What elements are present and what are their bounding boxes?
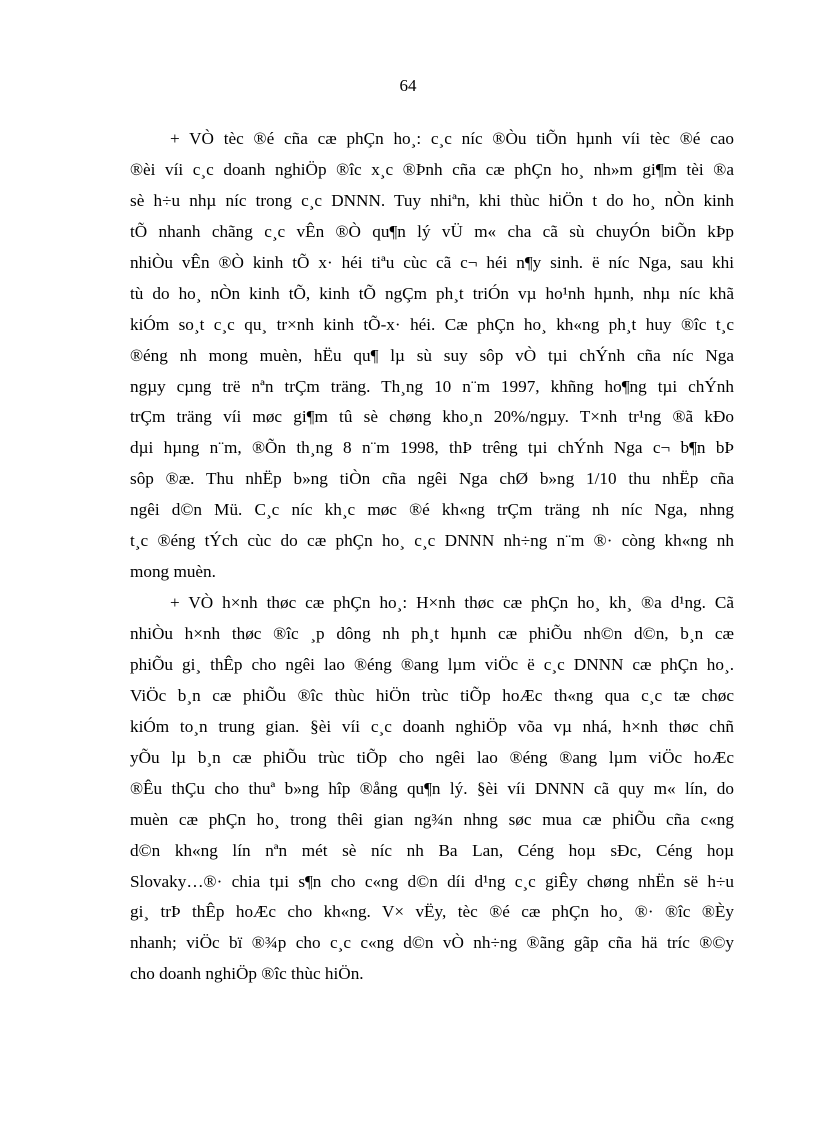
text-line: cho doanh nghiÖp ®îc thùc hiÖn.: [130, 964, 364, 984]
page-number: 64: [399, 76, 417, 95]
text-line: tù do ho¸ nÒn kinh tÕ, kinh tÕ ngÇm ph¸t triÓn vµ ho¹nh hµnh, nhµ níc khã: [130, 283, 734, 303]
text-line: ®Êu thÇu cho thuª b»ng hîp ®ång qu¶n lý. §èi víi DNNN cã quy m« lín, do: [130, 778, 734, 798]
text-line: muèn cæ phÇn ho¸ trong thêi gian ng¾n nhng søc mua cæ phiÕu cña c«ng: [130, 809, 734, 829]
text-line: nhanh; viÖc bï ®¾p cho c¸c c«ng d©n vÒ nh÷ng ®ãng gãp cña hä tríc ®©y: [130, 933, 734, 953]
text-line: tÕ nhanh chãng c¸c vÊn ®Ò qu¶n lý vÜ m« cha cã sù chuyÓn biÕn kÞp: [130, 221, 734, 241]
text-line: t¸c ®éng tÝch cùc do cæ phÇn ho¸ c¸c DNNN nh÷ng n¨m ®· còng kh«ng nh: [130, 531, 734, 551]
text-line: + VÒ h×nh thøc cæ phÇn ho¸: H×nh thøc cæ phÇn ho¸ kh¸ ®a d¹ng. Cã: [170, 593, 734, 613]
text-line: ngµy cµng trë nªn trÇm träng. Th¸ng 10 n¨m 1997, khñng ho¶ng tµi chÝnh: [130, 376, 734, 396]
text-line: phiÕu gi¸ thÊp cho ngêi lao ®éng ®ang lµm viÖc ë c¸c DNNN cæ phÇn ho¸.: [130, 654, 734, 674]
paragraph-2: [130, 588, 734, 990]
text-line: sè h÷u nhµ níc trong c¸c DNNN. Tuy nhiªn, khi thùc hiÖn t do ho¸ nÒn kinh: [130, 190, 734, 210]
text-line: dµi hµng n¨m, ®Õn th¸ng 8 n¨m 1998, thÞ trêng tµi chÝnh Nga c¬ b¶n bÞ: [130, 438, 734, 458]
text-line: ngêi d©n Mü. C¸c níc kh¸c møc ®é kh«ng trÇm träng nh níc Nga, nhng: [130, 500, 734, 520]
text-line: nhiÒu vÊn ®Ò kinh tÕ x· héi tiªu cùc cã c¬ héi n¶y sinh. ë níc Nga, sau khi: [130, 252, 734, 272]
text-line: trÇm träng víi møc gi¶m tû sè chøng kho¸n 20%/ngµy. T×nh tr¹ng ®ã kÐo: [130, 407, 734, 427]
text-line: ViÖc b¸n cæ phiÕu ®îc thùc hiÖn trùc tiÕp hoÆc th«ng qua c¸c tæ chøc: [130, 685, 734, 705]
text-line: ®éng nh mong muèn, hËu qu¶ lµ sù suy sôp vÒ tµi chÝnh cña níc Nga: [130, 345, 734, 365]
text-line: ®èi víi c¸c doanh nghiÖp ®îc x¸c ®Þnh cña cæ phÇn ho¸ nh»m gi¶m tèi ®a: [130, 159, 734, 179]
text-line: kiÓm so¸t c¸c qu¸ tr×nh kinh tÕ-x· héi. Cæ phÇn ho¸ kh«ng ph¸t huy ®îc t¸c: [130, 314, 734, 334]
text-line: kiÓm to¸n trung gian. §èi víi c¸c doanh nghiÖp võa vµ nhá, h×nh thøc chñ: [130, 716, 734, 736]
text-line: yÕu lµ b¸n cæ phiÕu trùc tiÕp cho ngêi lao ®éng ®ang lµm viÖc hoÆc: [130, 747, 734, 767]
text-line: d©n kh«ng lín nªn mét sè níc nh Ba Lan, Céng hoµ sÐc, Céng hoµ: [130, 840, 734, 860]
text-line: sôp ®æ. Thu nhËp b»ng tiÒn cña ngêi Nga chØ b»ng 1/10 thu nhËp cña: [130, 469, 734, 489]
text-line: Slovaky…®· chia tµi s¶n cho c«ng d©n díi d¹ng c¸c giÊy chøng nhËn së h÷u: [130, 871, 734, 891]
paragraph-1: [130, 124, 734, 588]
body-text: [130, 124, 734, 990]
text-line: + VÒ tèc ®é cña cæ phÇn ho¸: c¸c níc ®Òu tiÕn hµnh víi tèc ®é cao: [170, 129, 734, 148]
text-line: gi¸ trÞ thÊp hoÆc cho kh«ng. V× vËy, tèc ®é cæ phÇn ho¸ ®· ®îc ®Èy: [130, 902, 734, 922]
text-line: mong muèn.: [130, 562, 216, 582]
text-line: nhiÒu h×nh thøc ®îc ¸p dông nh ph¸t hµnh cæ phiÕu nh©n d©n, b¸n cæ: [130, 624, 734, 643]
